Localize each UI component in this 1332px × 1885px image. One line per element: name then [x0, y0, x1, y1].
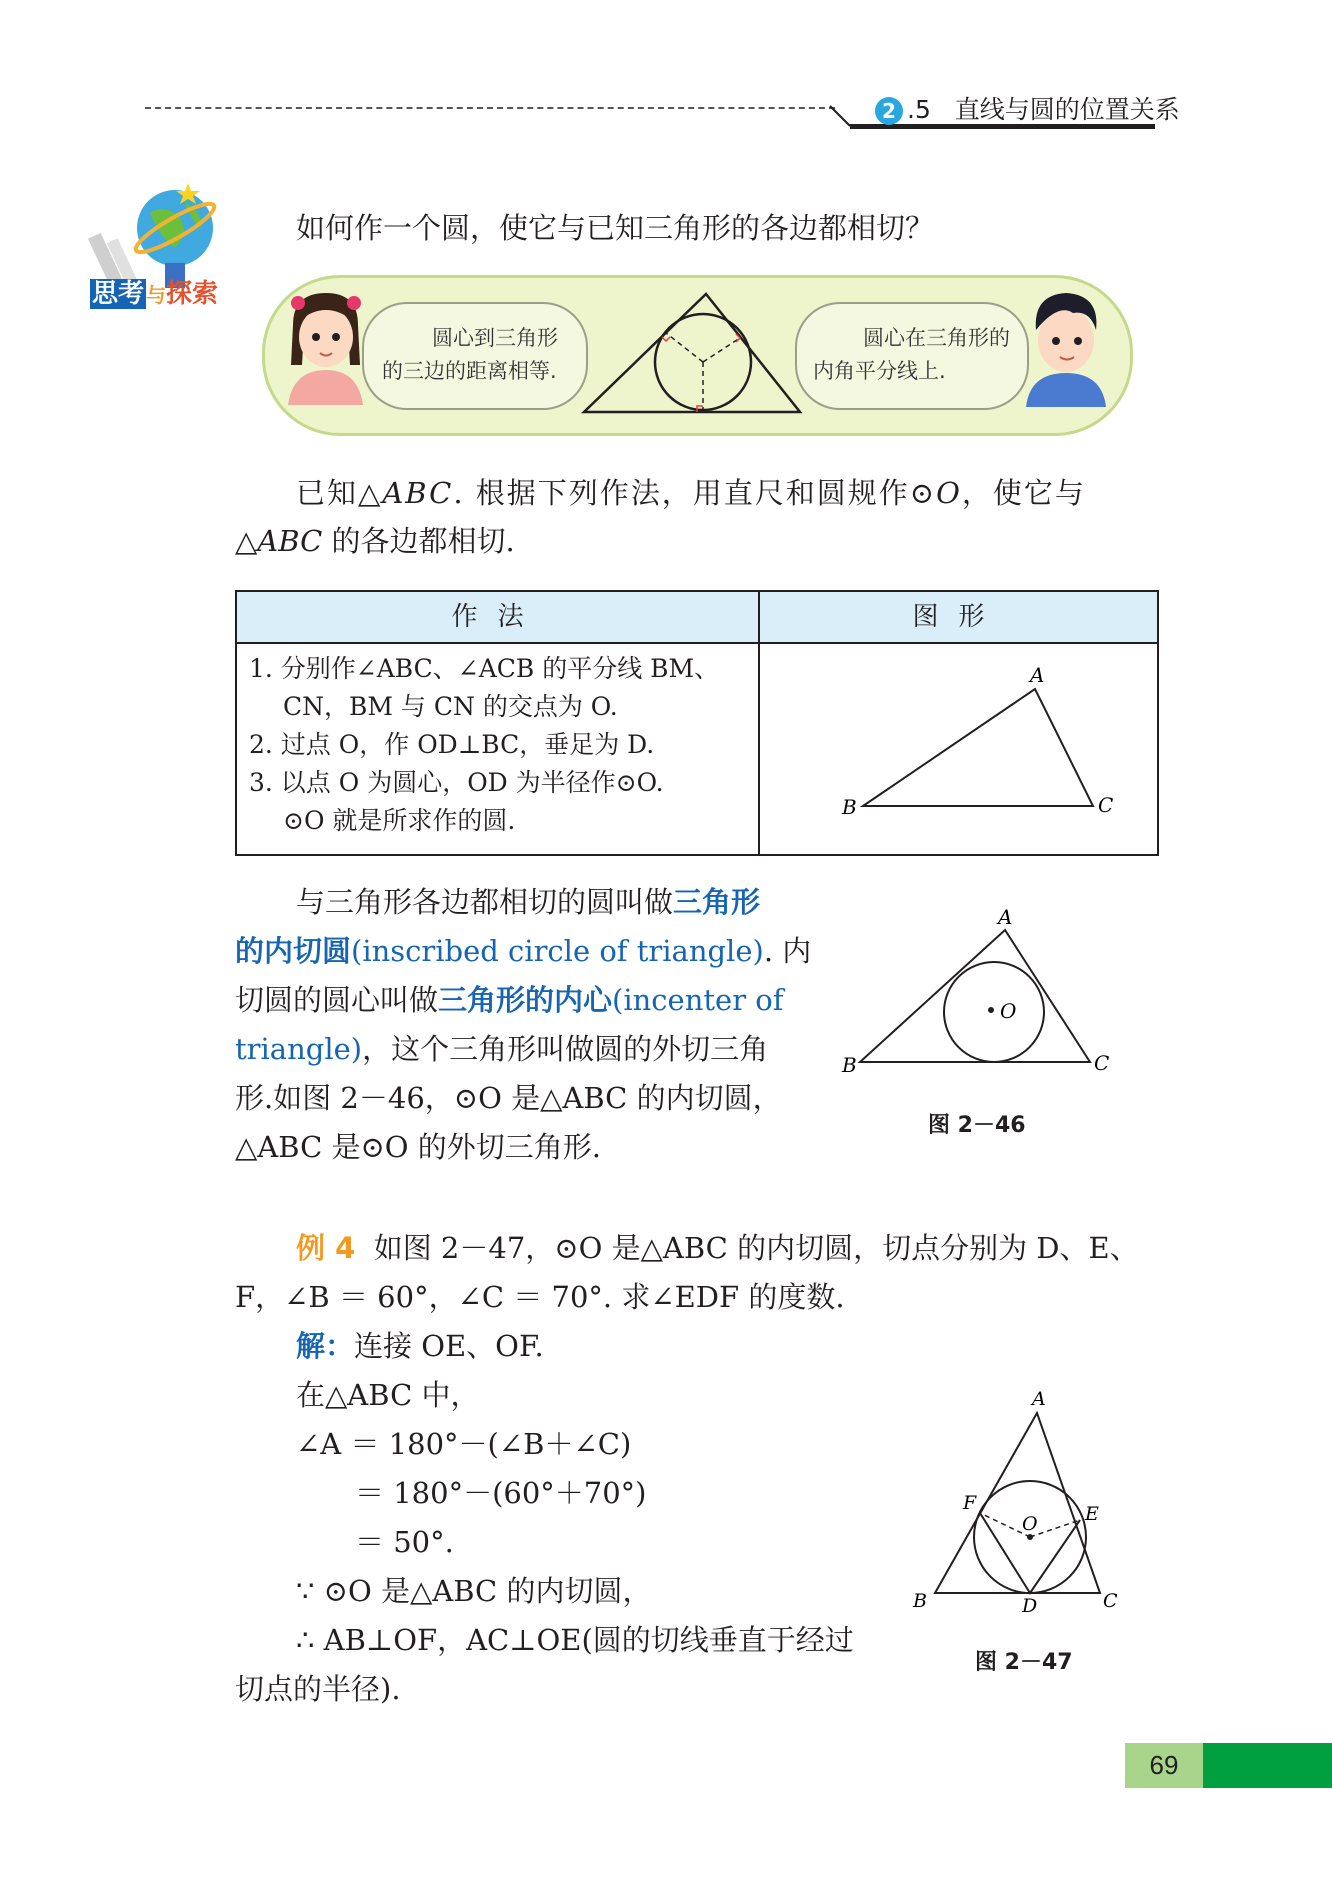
page-number-bar [1203, 1743, 1332, 1788]
term-incenter-english: triangle) [235, 1032, 363, 1066]
figure-2-46-caption: 图 2－46 [928, 1113, 1026, 1138]
fig46-label-b: B [842, 1053, 857, 1077]
definition-line-5: 形.如图 2－46，⊙O 是△ABC 的内切圆， [235, 1081, 782, 1115]
term-incircle: 三角形 [673, 885, 761, 919]
think-triangle-figure [580, 290, 810, 420]
figure-2-46 [838, 900, 1118, 1080]
section-header [875, 90, 1180, 126]
logo-text-explore: 探索 [166, 279, 219, 309]
definition-line-6: △ABC 是⊙O 的外切三角形. [235, 1130, 602, 1164]
term-incenter: 三角形的内心 [438, 983, 613, 1017]
fig47-label-e: E [1085, 1503, 1099, 1525]
intro-triangle-abc: △ABC [358, 476, 454, 510]
intro-text: 的各边都相切. [322, 524, 515, 558]
solution-step-3: ＝ 180°－(60°＋70°) [355, 1476, 647, 1510]
solve-text: 连接 OE、OF. [354, 1329, 544, 1363]
solution-step-7: 切点的半径). [235, 1672, 401, 1706]
definition-line-1 [296, 877, 760, 927]
table-step-3: 3. 以点 O 为圆心，OD 为半径作⊙O. [249, 768, 664, 797]
solution-step-4: ＝ 50°. [355, 1525, 454, 1559]
fig46-label-o: O [1000, 999, 1017, 1023]
table-step-1b: CN，BM 与 CN 的交点为 O. [283, 692, 618, 721]
construction-table [235, 590, 1159, 856]
boy-illustration [1018, 285, 1113, 413]
intro-line-2 [235, 516, 515, 566]
example-line-1 [296, 1223, 1139, 1273]
page-number: 69 [1125, 1743, 1203, 1788]
table-step-3b: ⊙O 就是所求作的圆. [283, 806, 516, 835]
fig47-label-d: D [1022, 1595, 1038, 1615]
fig47-label-f: F [963, 1492, 977, 1514]
girl-speech-bubble [362, 302, 588, 410]
term-incircle-english: (inscribed circle of triangle) [351, 934, 764, 968]
solution-step-5: ∵ ⊙O 是△ABC 的内切圆， [296, 1574, 652, 1608]
solution-step-1: 在△ABC 中， [296, 1378, 480, 1412]
section-title: 直线与圆的位置关系 [954, 95, 1180, 124]
fig46-label-a: A [998, 905, 1013, 929]
definition-line-2 [235, 926, 811, 976]
solution-step-6: ∴ AB⊥OF，AC⊥OE(圆的切线垂直于经过 [296, 1623, 854, 1657]
table-header-figure: 图形 [912, 602, 1005, 632]
example-text: 如图 2－47，⊙O 是△ABC 的内切圆，切点分别为 D、E、 [373, 1231, 1139, 1265]
definition-text: ，这个三角形叫做圆的外切三角 [362, 1032, 769, 1066]
term-incircle: 的内切圆 [235, 934, 352, 968]
intro-o: O [936, 476, 962, 510]
term-incenter-english: (incenter of [612, 983, 784, 1017]
definition-line-4 [235, 1024, 768, 1074]
header-corner [828, 104, 858, 130]
boy-speech-bubble [795, 302, 1029, 410]
fig47-label-a: A [1032, 1388, 1046, 1410]
solve-line [296, 1321, 544, 1371]
definition-text: . 内 [763, 934, 812, 968]
intro-text: . 根据下列作法，用直尺和圆规作⊙ [453, 476, 937, 510]
label-b: B [842, 795, 857, 819]
intro-triangle-abc: △ABC [235, 524, 323, 558]
label-c: C [1098, 793, 1114, 817]
logo-text-think: 思考 [92, 279, 145, 309]
solve-label: 解： [296, 1329, 355, 1363]
fig46-label-c: C [1094, 1051, 1110, 1075]
fig47-label-c: C [1103, 1590, 1118, 1612]
think-explore-logo [80, 178, 230, 318]
girl-illustration [278, 285, 373, 413]
boy-speech-text: 圆心在三角形的内角平分线上. [813, 326, 1010, 383]
logo-text-and: 与 [146, 283, 167, 307]
definition-text: 切圆的圆心叫做 [235, 983, 439, 1017]
girl-speech-text: 圆心到三角形的三边的距离相等. [382, 326, 558, 383]
header-dashed-line [145, 107, 835, 109]
table-step-2: 2. 过点 O，作 OD⊥BC，垂足为 D. [249, 730, 655, 759]
section-number-badge: 2 [875, 97, 903, 125]
figure-2-47-caption: 图 2－47 [975, 1650, 1073, 1675]
table-triangle-figure [760, 644, 1155, 852]
fig47-label-o: O [1022, 1513, 1038, 1535]
example-line-2: F，∠B ＝ 60°，∠C ＝ 70°. 求∠EDF 的度数. [235, 1280, 845, 1314]
intro-line-1 [296, 468, 1086, 518]
table-header-row [237, 592, 1157, 644]
solution-step-2: ∠A ＝ 180°－(∠B＋∠C) [296, 1427, 632, 1461]
label-a: A [1030, 663, 1045, 687]
example-label: 例 4 [296, 1231, 356, 1265]
table-step-1a: 1. 分别作∠ABC、∠ACB 的平分线 BM、 [249, 654, 720, 683]
definition-text: 与三角形各边都相切的圆叫做 [296, 885, 674, 919]
intro-text: ，使它与 [961, 476, 1086, 510]
definition-line-3 [235, 975, 783, 1025]
fig47-label-b: B [913, 1590, 927, 1612]
intro-text: 已知 [296, 476, 359, 510]
figure-2-47 [905, 1385, 1135, 1615]
section-number-rest: .5 [907, 95, 931, 124]
think-question: 如何作一个圆，使它与已知三角形的各边都相切？ [296, 211, 935, 245]
table-header-method: 作法 [451, 602, 544, 632]
